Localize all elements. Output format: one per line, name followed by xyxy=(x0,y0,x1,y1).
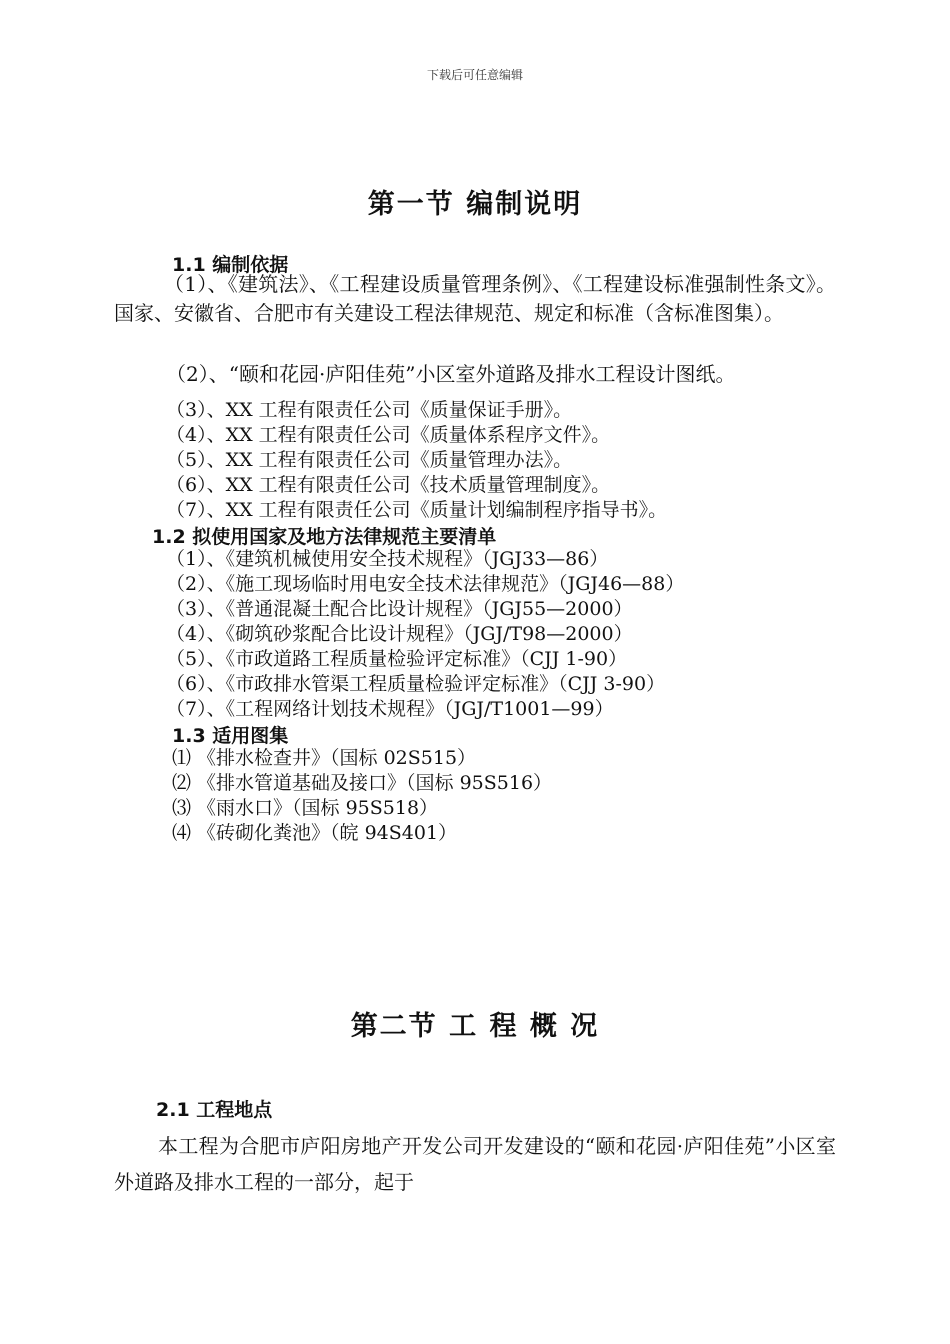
atlas-item-2: ⑵ 《排水管道基础及接口》（国标 95S516） xyxy=(172,772,553,794)
header-note: 下载后可任意编辑 xyxy=(426,68,523,82)
regulation-item-5: （5）、《市政道路工程质量检验评定标准》（CJJ 1-90） xyxy=(166,648,628,670)
sub-heading-1-3: 1.3 适用图集 xyxy=(172,725,289,747)
regulation-item-7: （7）、《工程网络计划技术规程》（JGJ/T1001—99） xyxy=(166,698,614,720)
atlas-item-3: ⑶ 《雨水口》（国标 95S518） xyxy=(172,797,439,819)
atlas-item-4: ⑷ 《砖砌化粪池》（皖 94S401） xyxy=(172,822,458,844)
basis-item-3: （3）、XX 工程有限责任公司《质量保证手册》。 xyxy=(166,399,573,421)
regulation-item-2: （2）、《施工现场临时用电安全技术法律规范》（JGJ46—88） xyxy=(166,573,685,595)
regulation-item-4: （4）、《砌筑砂浆配合比设计规程》（JGJ/T98—2000） xyxy=(166,623,633,645)
section2-title: 第二节 工 程 概 况 xyxy=(350,1011,600,1042)
regulation-item-6: （6）、《市政排水管渠工程质量检验评定标准》（CJJ 3-90） xyxy=(166,673,666,695)
basis-item-6: （6）、XX 工程有限责任公司《技术质量管理制度》。 xyxy=(166,474,611,496)
atlas-item-1: ⑴ 《排水检查井》（国标 02S515） xyxy=(172,747,477,769)
basis-item-2: （2）、“颐和花园·庐阳佳苑”小区室外道路及排水工程设计图纸。 xyxy=(166,362,736,386)
basis-item-1: （1）、《建筑法》、《工程建设质量管理条例》、《工程建设标准强制性条文》。国家、安徽省、合肥市有关建设工程法律规范、规定和标准（含标准图集）。 xyxy=(114,272,836,325)
sub-heading-1-2: 1.2 拟使用国家及地方法律规范主要清单 xyxy=(152,526,497,548)
project-location-paragraph: 本工程为合肥市庐阳房地产开发公司开发建设的“颐和花园·庐阳佳苑”小区室外道路及排水工程的一部分，起于 xyxy=(114,1134,836,1194)
basis-item-4: （4）、XX 工程有限责任公司《质量体系程序文件》。 xyxy=(166,424,611,446)
section1-title: 第一节 编制说明 xyxy=(367,189,583,220)
basis-item-7: （7）、XX 工程有限责任公司《质量计划编制程序指导书》。 xyxy=(166,499,668,521)
sub-heading-2-1: 2.1 工程地点 xyxy=(156,1099,273,1121)
regulation-item-3: （3）、《普通混凝土配合比设计规程》（JGJ55—2000） xyxy=(166,598,633,620)
basis-item-5: （5）、XX 工程有限责任公司《质量管理办法》。 xyxy=(166,449,573,471)
regulation-item-1: （1）、《建筑机械使用安全技术规程》（JGJ33—86） xyxy=(166,548,609,570)
sub-heading-1-1: 1.1 编制依据 xyxy=(172,254,289,276)
